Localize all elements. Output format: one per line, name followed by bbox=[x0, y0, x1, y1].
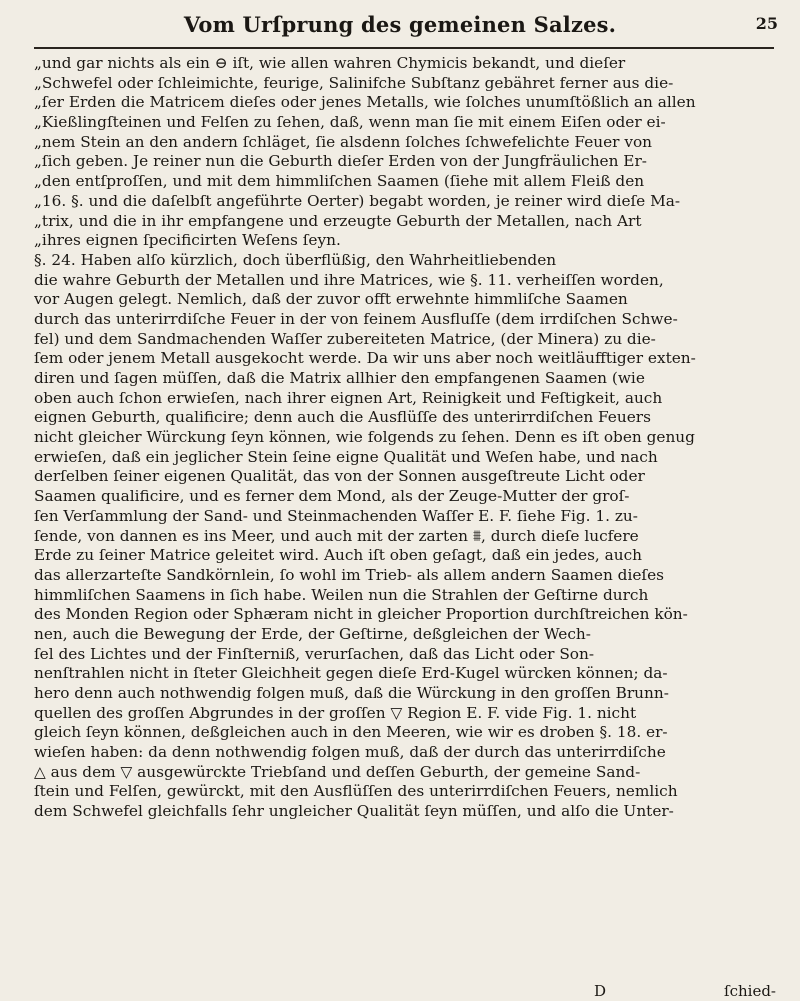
text-line: „und gar nichts als ein ⊖ iſt, wie allen wahren Chymicis bekandt, und dieſer bbox=[34, 54, 626, 72]
text-line: diren und ſagen müſſen, daß die Matrix allhier den empfangenen Saamen (wie bbox=[34, 369, 645, 387]
text-line: „ſer Erden die Matricem dieſes oder jenes Metalls, wie ſolches unumſtößlich an allen bbox=[34, 93, 696, 112]
text-line: hero denn auch nothwendig folgen muß, daß die Würckung in den groſſen Brunn- bbox=[34, 684, 669, 702]
text-line: durch das unterirrdiſche Feuer in der von feinem Ausfluſſe (dem irrdiſchen Schwe- bbox=[34, 309, 678, 328]
text-line: quellen des groſſen Abgrundes in der groſſen ▽ Region E. F. vide Fig. 1. nicht bbox=[34, 703, 637, 722]
catchword: ſchied- bbox=[724, 982, 776, 1000]
text-line: wieſen haben: da denn nothwendig folgen muß, daß der durch das unterirrdiſche bbox=[34, 743, 666, 762]
text-line: das allerzarteſte Sandkörnlein, ſo wohl im Trieb- als allem andern Saamen dieſes bbox=[34, 565, 664, 584]
text-line: „Kießlingſteinen und Felſen zu ſehen, daß, wenn man ſie mit einem Eiſen oder ei- bbox=[34, 113, 666, 132]
text-line: himmliſchen Saamens in ſich habe. Weilen nun die Strahlen der Geſtirne durch bbox=[34, 585, 649, 604]
text-line: ſende, von dannen es ins Meer, und auch mit der zarten ⩩, durch dieſe lucfere bbox=[34, 526, 639, 545]
text-line: nen, auch die Bewegung der Erde, der Geſtirne, deßgleichen der Wech- bbox=[34, 624, 591, 643]
text-line: „16. §. und die daſelbſt angeführte Oerter) begabt worden, je reiner wird dieſe Ma- bbox=[34, 191, 681, 210]
text-line: nenſtrahlen nicht in ſteter Gleichheit gegen dieſe Erd-Kugel würcken können; da- bbox=[34, 664, 668, 683]
text-line: derſelben ſeiner eigenen Qualität, das von der Sonnen ausgeſtreute Licht oder bbox=[34, 467, 645, 486]
text-line: des Monden Region oder Sphæram nicht in gleicher Proportion durchſtreichen kön- bbox=[34, 605, 688, 624]
running-title: Vom Urſprung des gemeinen Salzes. bbox=[183, 12, 617, 37]
signature-mark: D bbox=[594, 982, 607, 1000]
text-line: ſen Verſammlung der Sand- und Steinmachenden Waſſer E. F. ſiehe Fig. 1. zu- bbox=[34, 506, 638, 525]
text-line: „ſich geben. Je reiner nun die Geburth dieſer Erden von der Jungfräulichen Er- bbox=[34, 152, 647, 171]
text-line: gleich ſeyn können, deßgleichen auch in den Meeren, wie wir es droben §. 18. er- bbox=[34, 723, 668, 742]
text-line: „ihres eignen ſpecificirten Weſens ſeyn. bbox=[34, 231, 341, 250]
text-line: ſem oder jenem Metall ausgekocht werde. Da wir uns aber noch weitläufftiger exten- bbox=[34, 349, 696, 368]
running-header bbox=[20, 6, 780, 50]
text-line: „trix, und die in ihr empfangene und erzeugte Geburth der Metallen, nach Art bbox=[34, 211, 642, 230]
text-line: die wahre Geburth der Metallen und ihre Matrices, wie §. 11. verheiſſen worden, bbox=[34, 270, 664, 289]
text-line: vor Augen gelegt. Nemlich, daß der zuvor offt erwehnte himmliſche Saamen bbox=[34, 290, 628, 309]
text-line: ſtein und Felſen, gewürckt, mit den Ausflüſſen des unterirrdiſchen Feuers, nemlich bbox=[34, 782, 678, 801]
text-line: Saamen qualificire, und es ferner dem Mond, als der Zeuge-Mutter der groſ- bbox=[34, 487, 630, 506]
text-line: eignen Geburth, qualificire; denn auch die Ausflüſſe des unterirrdiſchen Feuers bbox=[34, 408, 651, 427]
text-line: fel) und dem Sandmachenden Waſſer zubereiteten Matrice, (der Minera) zu die- bbox=[34, 329, 656, 348]
page-footer bbox=[34, 982, 778, 1001]
text-line: „den entſproſſen, und mit dem himmliſchen Saamen (ſiehe mit allem Fleiß den bbox=[34, 172, 645, 191]
text-line: §. 24. Haben alſo kürzlich, doch überflüßig, den Wahrheitliebenden bbox=[34, 250, 557, 269]
text-line: dem Schwefel gleichfalls ſehr ungleicher Qualität ſeyn müſſen, und alſo die Unter- bbox=[34, 802, 674, 821]
text-line: ſel des Lichtes und der Finſterniß, verurſachen, daß das Licht oder Son- bbox=[34, 644, 595, 663]
text-line: erwieſen, daß ein jeglicher Stein ſeine eigne Qualität und Weſen habe, und nach bbox=[34, 447, 658, 466]
text-line: „nem Stein an den andern ſchläget, ſie alsdenn ſolches ſchwefelichte Feuer von bbox=[34, 132, 653, 151]
header-rule bbox=[34, 47, 774, 49]
text-line: Erde zu ſeiner Matrice geleitet wird. Auch iſt oben geſagt, daß ein jedes, auch bbox=[34, 546, 643, 565]
text-line: oben auch ſchon erwieſen, nach ihrer eignen Art, Reinigkeit und Feſtigkeit, auch bbox=[34, 388, 663, 407]
text-line: △ aus dem ▽ ausgewürckte Triebſand und deſſen Geburth, der gemeine Sand- bbox=[34, 762, 641, 781]
text-line: nicht gleicher Würckung ſeyn können, wie folgends zu ſehen. Denn es iſt oben genug bbox=[34, 428, 695, 447]
body-text bbox=[34, 54, 778, 822]
text-line: „Schwefel oder ſchleimichte, feurige, Salinifche Subſtanz gebähret ferner aus die- bbox=[34, 73, 674, 92]
page-number: 25 bbox=[755, 14, 778, 33]
